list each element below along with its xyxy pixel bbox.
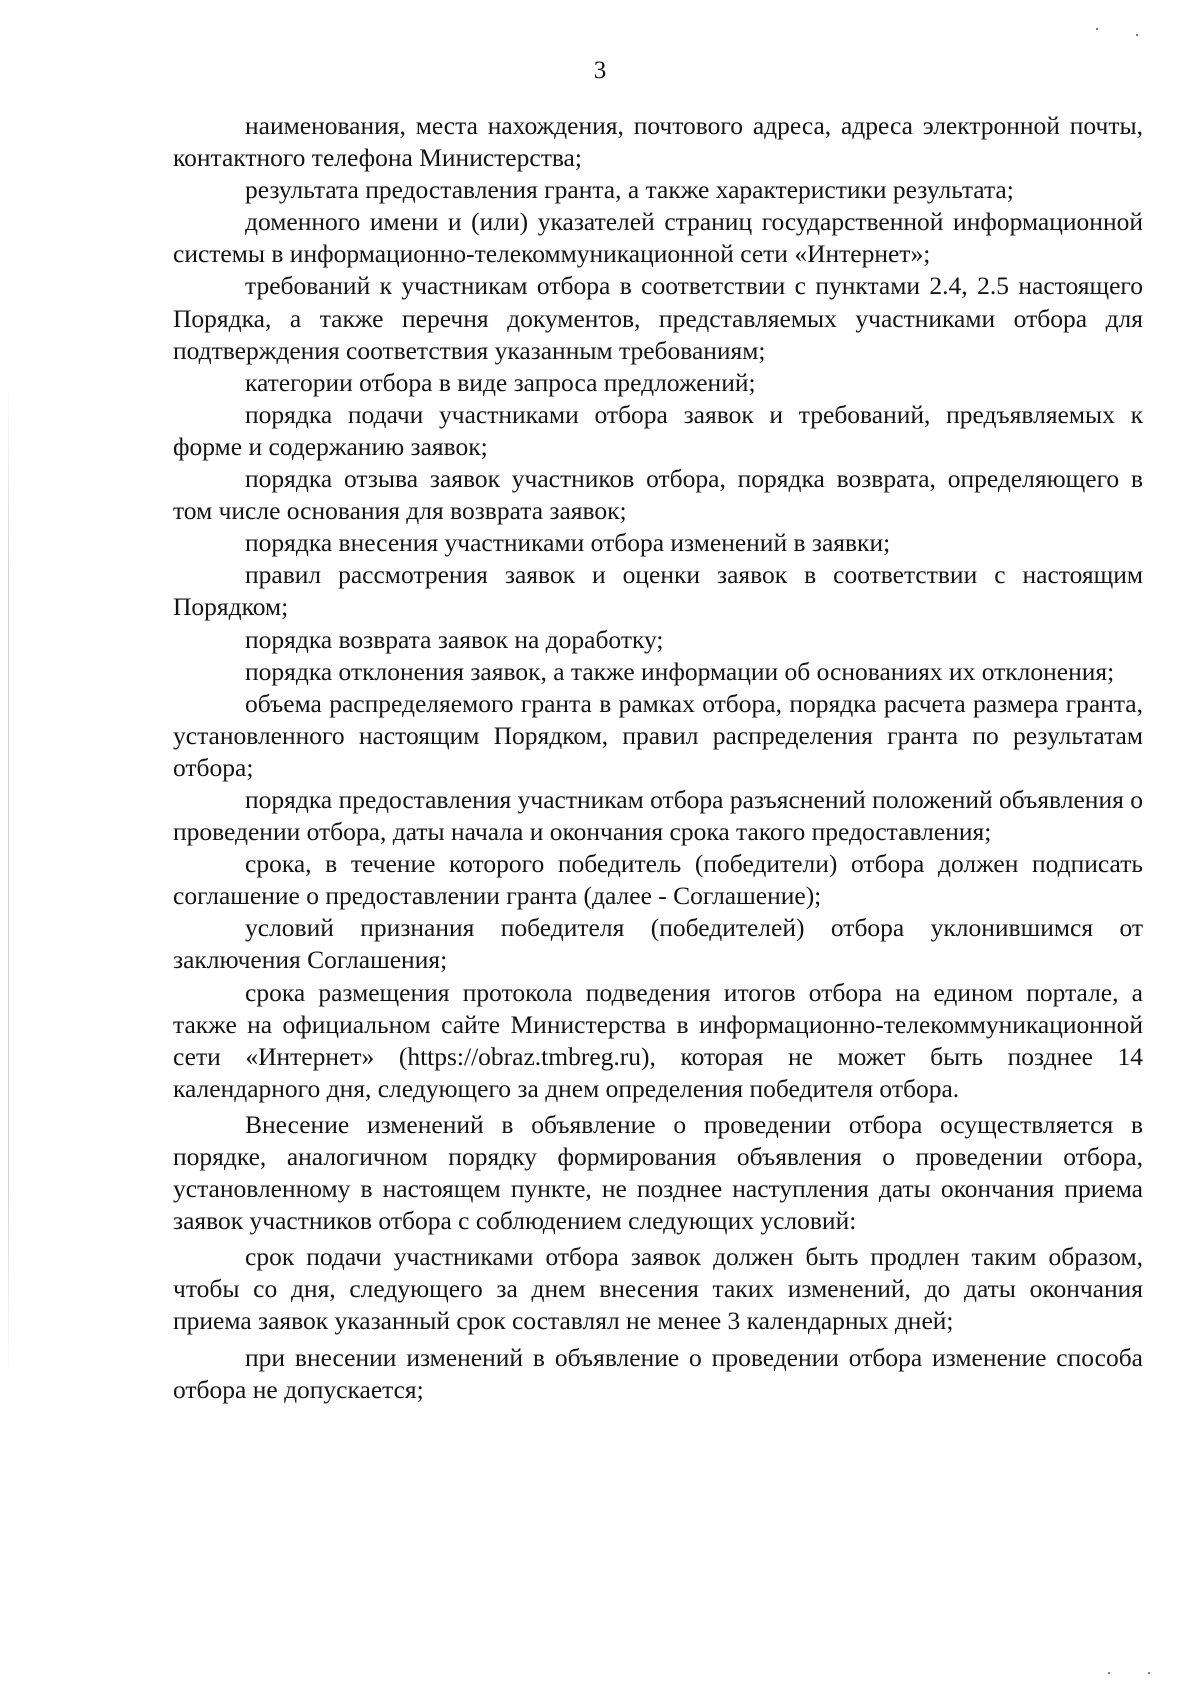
paragraph: результата предоставления гранта, а также характеристики результата;: [245, 175, 1014, 205]
paragraph: порядка отзыва заявок участников отбора, порядка возврата, определяющего в том числе основания для возврата заявок;: [173, 464, 1143, 526]
scan-speck: [1096, 28, 1098, 30]
paragraph: порядка предоставления участникам отбора разъяснений положений объявления о проведении отбора, даты начала и окончания срока такого предоставления;: [173, 784, 1143, 847]
paragraph: порядка внесения участниками отбора изменений в заявки;: [245, 528, 891, 558]
paragraph: порядка отклонения заявок, а также информации об основаниях их отклонения;: [245, 656, 1115, 686]
paragraph: требований к участникам отбора в соответствии с пунктами 2.4, 2.5 настоящего Порядка, а также перечня документов, представляемых участниками отбора для подтверждения соответствия указанным требованиям;: [173, 271, 1143, 365]
scan-speck: [1136, 34, 1138, 36]
paragraph: порядка подачи участниками отбора заявок и требований, предъявляемых к форме и содержанию заявок;: [173, 399, 1143, 461]
paragraph: срока, в течение которого победитель (победители) отбора должен подписать соглашение о предоставлении гранта (далее - Соглашение);: [173, 849, 1143, 911]
paragraph: доменного имени и (или) указателей страниц государственной информационной системы в информационно-телекоммуникационной сети «Интернет»;: [173, 207, 1143, 269]
paragraph: правил рассмотрения заявок и оценки заявок в соответствии с настоящим Порядком;: [173, 560, 1143, 622]
paragraph: условий признания победителя (победителей) отбора уклонившимся от заключения Соглашения;: [173, 913, 1143, 975]
paragraph: срок подачи участниками отбора заявок должен быть продлен таким образом, чтобы со дня, следующего за днем внесения таких изменений, до даты окончания приема заявок указанный срок составлял не менее 3 календарных дней;: [173, 1242, 1143, 1336]
paragraph: Внесение изменений в объявление о проведении отбора осуществляется в порядке, аналогичном порядку формирования объявления о проведении отбора, установленному в настоящем пункте, не позднее наступления даты окончания приема заявок участников отбора с соблюдением следующих условий:: [173, 1109, 1143, 1236]
scan-edge-mark: [8, 380, 9, 1380]
scan-speck: [1108, 1672, 1110, 1674]
paragraph: наименования, места нахождения, почтового адреса, адреса электронной почты, контактного телефона Министерства;: [173, 111, 1143, 173]
document-body: [173, 110, 1143, 1406]
paragraph: срока размещения протокола подведения итогов отбора на едином портале, а также на официальном сайте Министерства в информационно-телекоммуникационной сети «Интернет» (https://obraz.tmbreg.ru), которая не может быть позднее 14 календарного дня, следующего за днем определения победителя отбора.: [173, 977, 1143, 1103]
page-number: 3: [593, 57, 607, 84]
scan-speck: [1148, 1672, 1150, 1674]
paragraph: категории отбора в виде запроса предложений;: [245, 367, 756, 397]
paragraph: порядка возврата заявок на доработку;: [245, 624, 664, 654]
paragraph: объема распределяемого гранта в рамках отбора, порядка расчета размера гранта, установленного настоящим Порядком, правил распределения гранта по результатам отбора;: [173, 688, 1143, 782]
paragraph: при внесении изменений в объявление о проведении отбора изменение способа отбора не допускается;: [173, 1342, 1143, 1404]
